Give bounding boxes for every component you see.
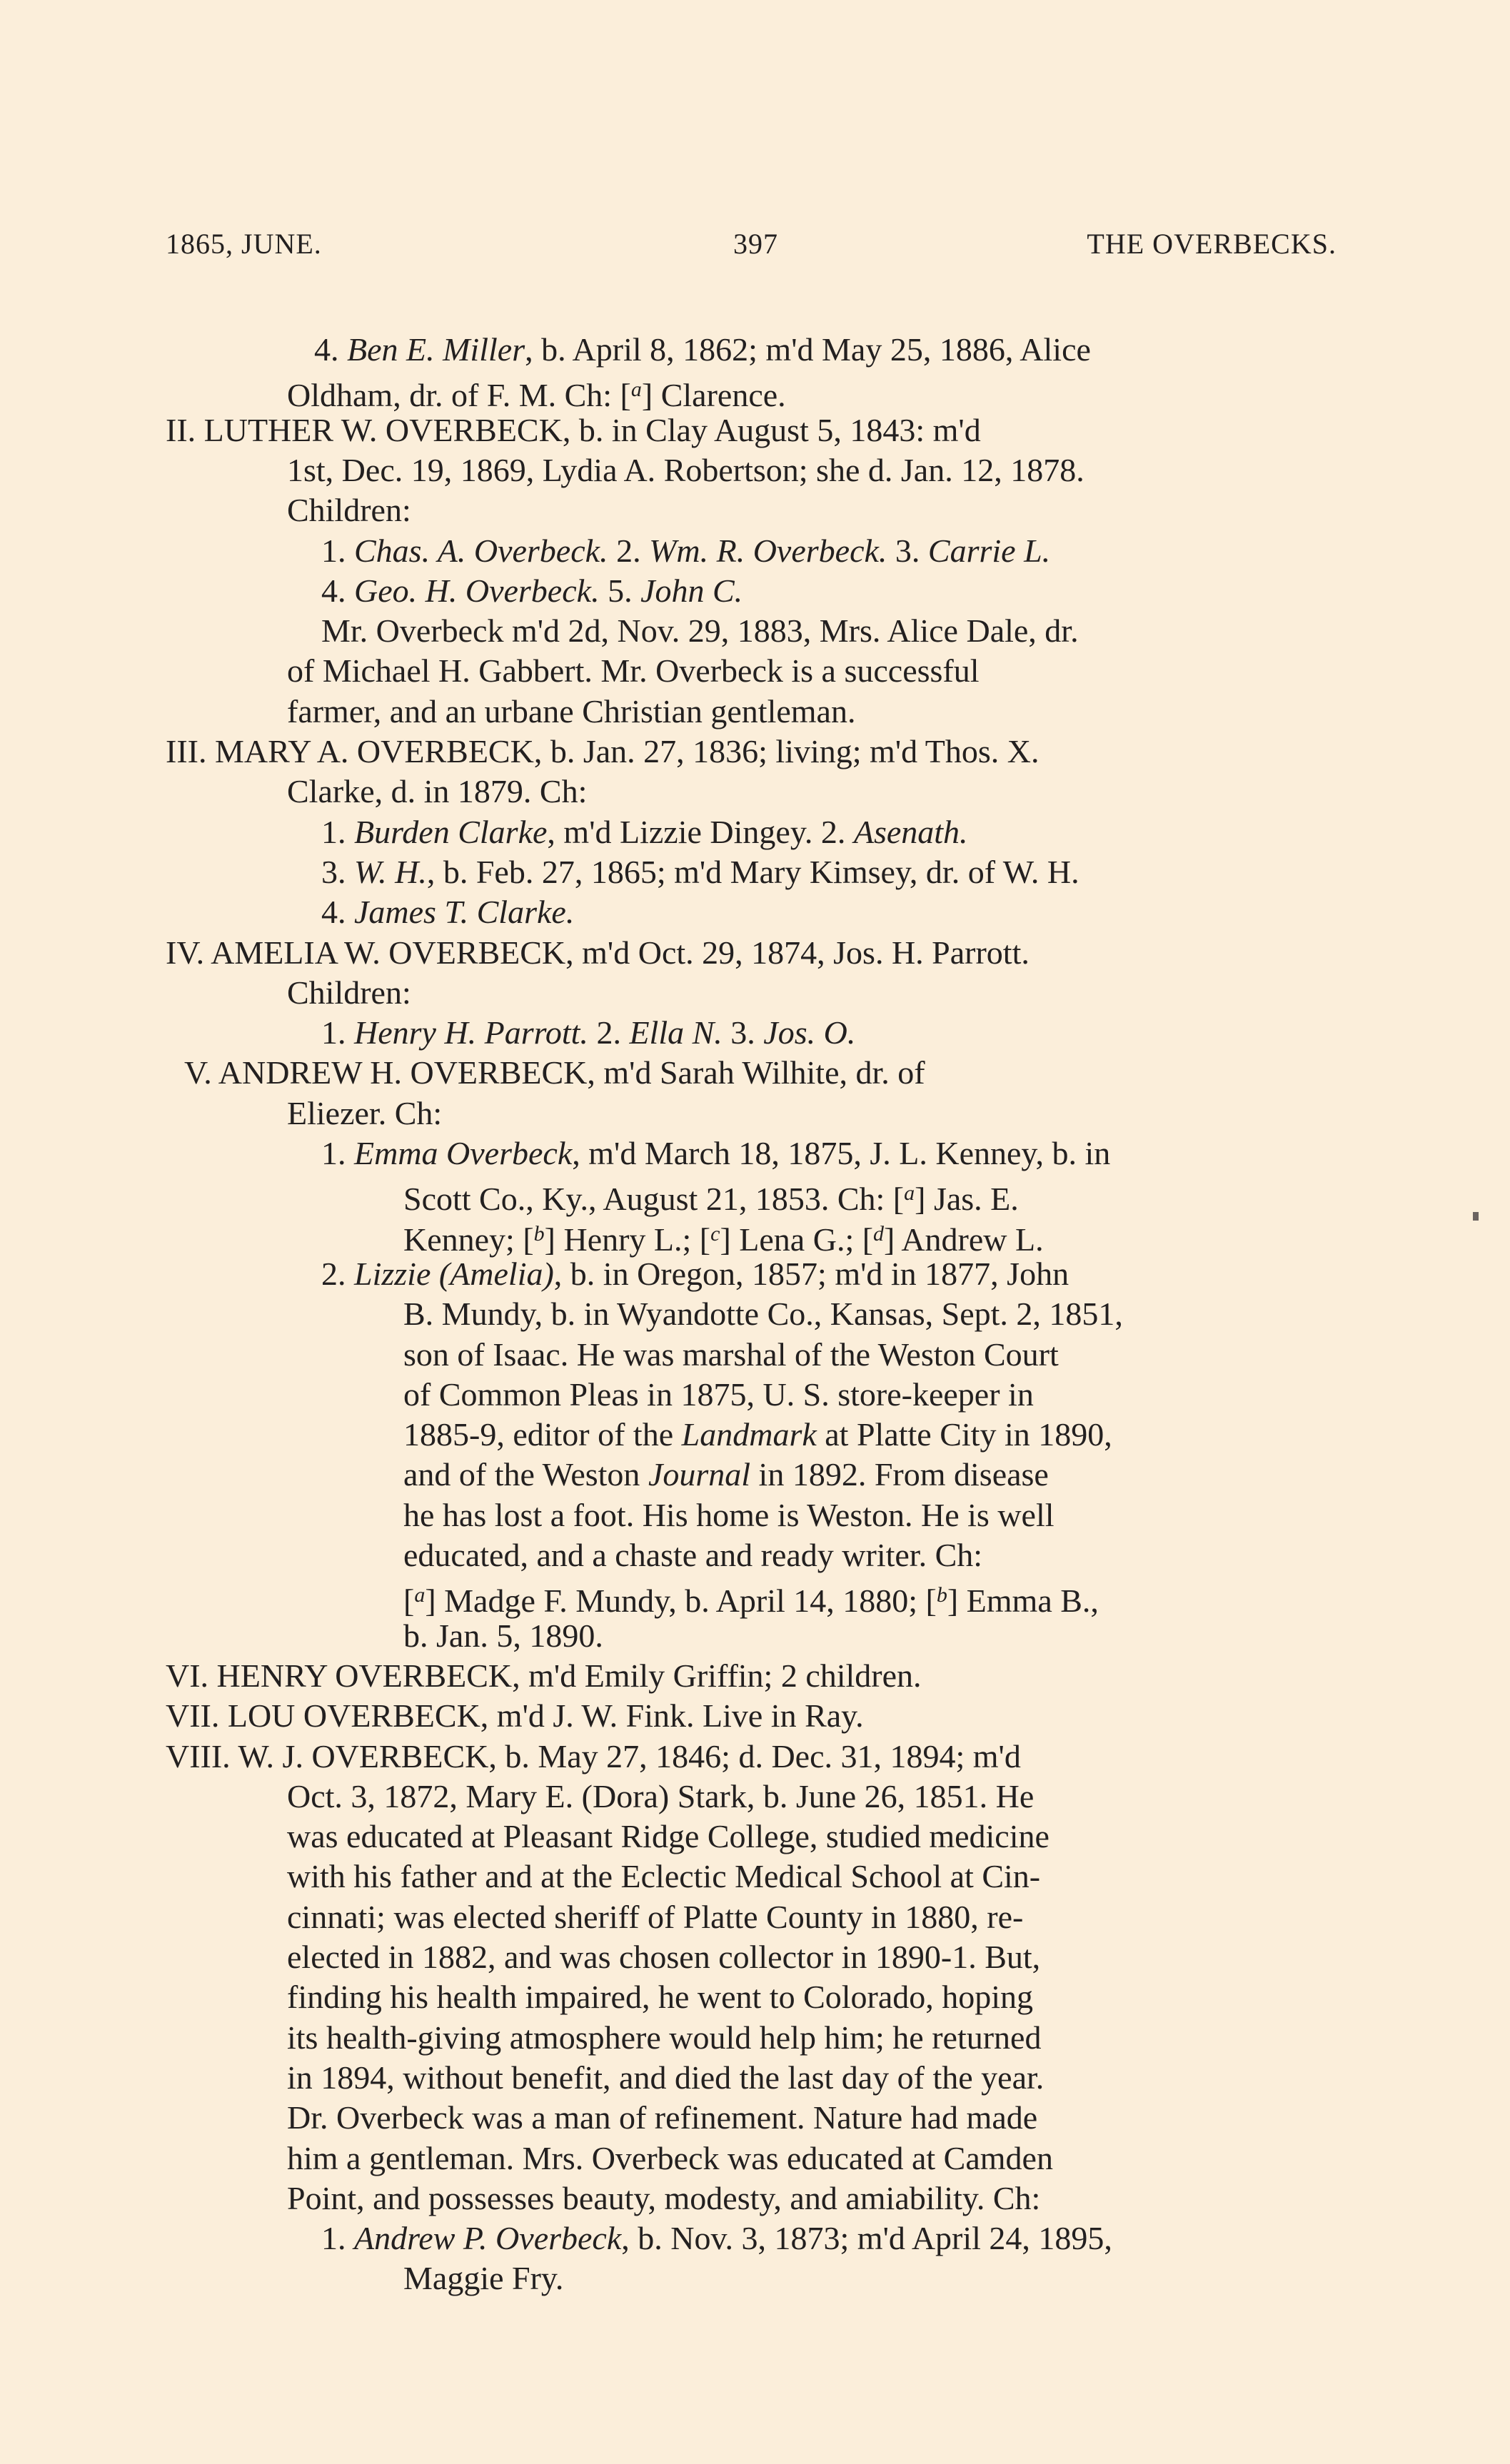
text-line: in 1894, without benefit, and died the last day of the year. bbox=[287, 2059, 1045, 2096]
text-line: Children: bbox=[287, 492, 411, 529]
text-line: him a gentleman. Mrs. Overbeck was educated at Camden bbox=[287, 2139, 1053, 2176]
child-list: 3. W. H., b. Feb. 27, 1865; m'd Mary Kimsey, dr. of W. H. bbox=[321, 853, 1079, 890]
text-line: 1st, Dec. 19, 1869, Lydia A. Robertson; she d. Jan. 12, 1878. bbox=[287, 451, 1084, 488]
entry-heading: VI. HENRY OVERBECK, m'd Emily Griffin; 2 children. bbox=[166, 1657, 922, 1694]
margin-mark bbox=[1473, 1212, 1479, 1221]
text-line: b. Jan. 5, 1890. bbox=[403, 1617, 603, 1654]
text-line: educated, and a chaste and ready writer. Ch: bbox=[403, 1537, 983, 1573]
text-line: elected in 1882, and was chosen collector in 1890-1. But, bbox=[287, 1939, 1041, 1975]
text-line: of Michael H. Gabbert. Mr. Overbeck is a successful bbox=[287, 652, 980, 690]
text-line: Oct. 3, 1872, Mary E. (Dora) Stark, b. June 26, 1851. He bbox=[287, 1777, 1035, 1814]
text-line: and of the Weston Journal in 1892. From disease bbox=[403, 1456, 1049, 1493]
child-list: 1. Chas. A. Overbeck. 2. Wm. R. Overbeck. 3. Carrie L. bbox=[321, 532, 1051, 569]
text-line: Maggie Fry. bbox=[403, 2260, 564, 2297]
entry-heading: II. LUTHER W. OVERBECK, b. in Clay August 5, 1843: m'd bbox=[166, 411, 981, 448]
text-line: 1885-9, editor of the Landmark at Platte City in 1890, bbox=[403, 1416, 1112, 1453]
text-line: Point, and possesses beauty, modesty, and amiability. Ch: bbox=[287, 2179, 1041, 2216]
child-list: 1. Burden Clarke, m'd Lizzie Dingey. 2. Asenath. bbox=[321, 813, 968, 850]
text-line: finding his health impaired, he went to Colorado, hoping bbox=[287, 1979, 1034, 2016]
header-title: THE OVERBECKS. bbox=[1087, 228, 1337, 260]
text-line: Dr. Overbeck was a man of refinement. Nature had made bbox=[287, 2099, 1038, 2136]
text-line: was educated at Pleasant Ridge College, studied medicine bbox=[287, 1818, 1050, 1855]
text-line: of Common Pleas in 1875, U. S. store-keeper in bbox=[403, 1375, 1034, 1413]
text-line: farmer, and an urbane Christian gentleman. bbox=[287, 692, 856, 729]
text-line: cinnati; was elected sheriff of Platte County in 1880, re- bbox=[287, 1898, 1024, 1935]
text-line: 4. Ben E. Miller, b. April 8, 1862; m'd May 25, 1886, Alice bbox=[314, 331, 1091, 368]
text-line: Children: bbox=[287, 974, 411, 1011]
text-line: its health-giving atmosphere would help him; he returned bbox=[287, 2019, 1042, 2056]
text-line: he has lost a foot. His home is Weston. He is well bbox=[403, 1496, 1055, 1533]
child-list: 2. Lizzie (Amelia), b. in Oregon, 1857; m'd in 1877, John bbox=[321, 1255, 1069, 1292]
text-line: B. Mundy, b. in Wyandotte Co., Kansas, Sept. 2, 1851, bbox=[403, 1296, 1123, 1333]
text-line: Eliezer. Ch: bbox=[287, 1094, 443, 1131]
child-list: 1. Emma Overbeck, m'd March 18, 1875, J. L. Kenney, b. in bbox=[321, 1135, 1111, 1171]
text-line: with his father and at the Eclectic Medical School at Cin- bbox=[287, 1858, 1041, 1895]
text-line: 1. Andrew P. Overbeck, b. Nov. 3, 1873; m'd April 24, 1895, bbox=[321, 2220, 1112, 2257]
entry-heading: III. MARY A. OVERBECK, b. Jan. 27, 1836; living; m'd Thos. X. bbox=[166, 733, 1040, 769]
entry-heading: IV. AMELIA W. OVERBECK, m'd Oct. 29, 1874, Jos. H. Parrott. bbox=[166, 934, 1030, 971]
text-line: [$^a$] Madge F. Mundy, b. April 14, 1880; [$^b$] Emma B., bbox=[403, 1582, 1099, 1620]
text-line: Scott Co., Ky., August 21, 1853. Ch: [$^a$] Jas. E. bbox=[403, 1181, 1019, 1218]
child-list: 1. Henry H. Parrott. 2. Ella N. 3. Jos. O. bbox=[321, 1014, 856, 1051]
entry-heading: VIII. W. J. OVERBECK, b. May 27, 1846; d. Dec. 31, 1894; m'd bbox=[166, 1737, 1021, 1774]
header-date: 1865, JUNE. bbox=[166, 228, 322, 260]
text-line: Kenney; [$^b$] Henry L.; [$^c$] Lena G.; [$^d$] Andrew L. bbox=[403, 1221, 1044, 1258]
text-line: son of Isaac. He was marshal of the Weston Court bbox=[403, 1335, 1059, 1373]
text-line: Oldham, dr. of F. M. Ch: [$^a$] Clarence. bbox=[287, 377, 786, 414]
child-list: 4. James T. Clarke. bbox=[321, 894, 575, 931]
entry-heading: V. ANDREW H. OVERBECK, m'd Sarah Wilhite, dr. of bbox=[184, 1054, 925, 1091]
text-line: Clarke, d. in 1879. Ch: bbox=[287, 773, 588, 810]
page-number: 397 bbox=[733, 228, 778, 260]
entry-heading: VII. LOU OVERBECK, m'd J. W. Fink. Live in Ray. bbox=[166, 1697, 864, 1735]
child-list: 4. Geo. H. Overbeck. 5. John C. bbox=[321, 572, 743, 609]
text-line: Mr. Overbeck m'd 2d, Nov. 29, 1883, Mrs. Alice Dale, dr. bbox=[321, 612, 1079, 650]
